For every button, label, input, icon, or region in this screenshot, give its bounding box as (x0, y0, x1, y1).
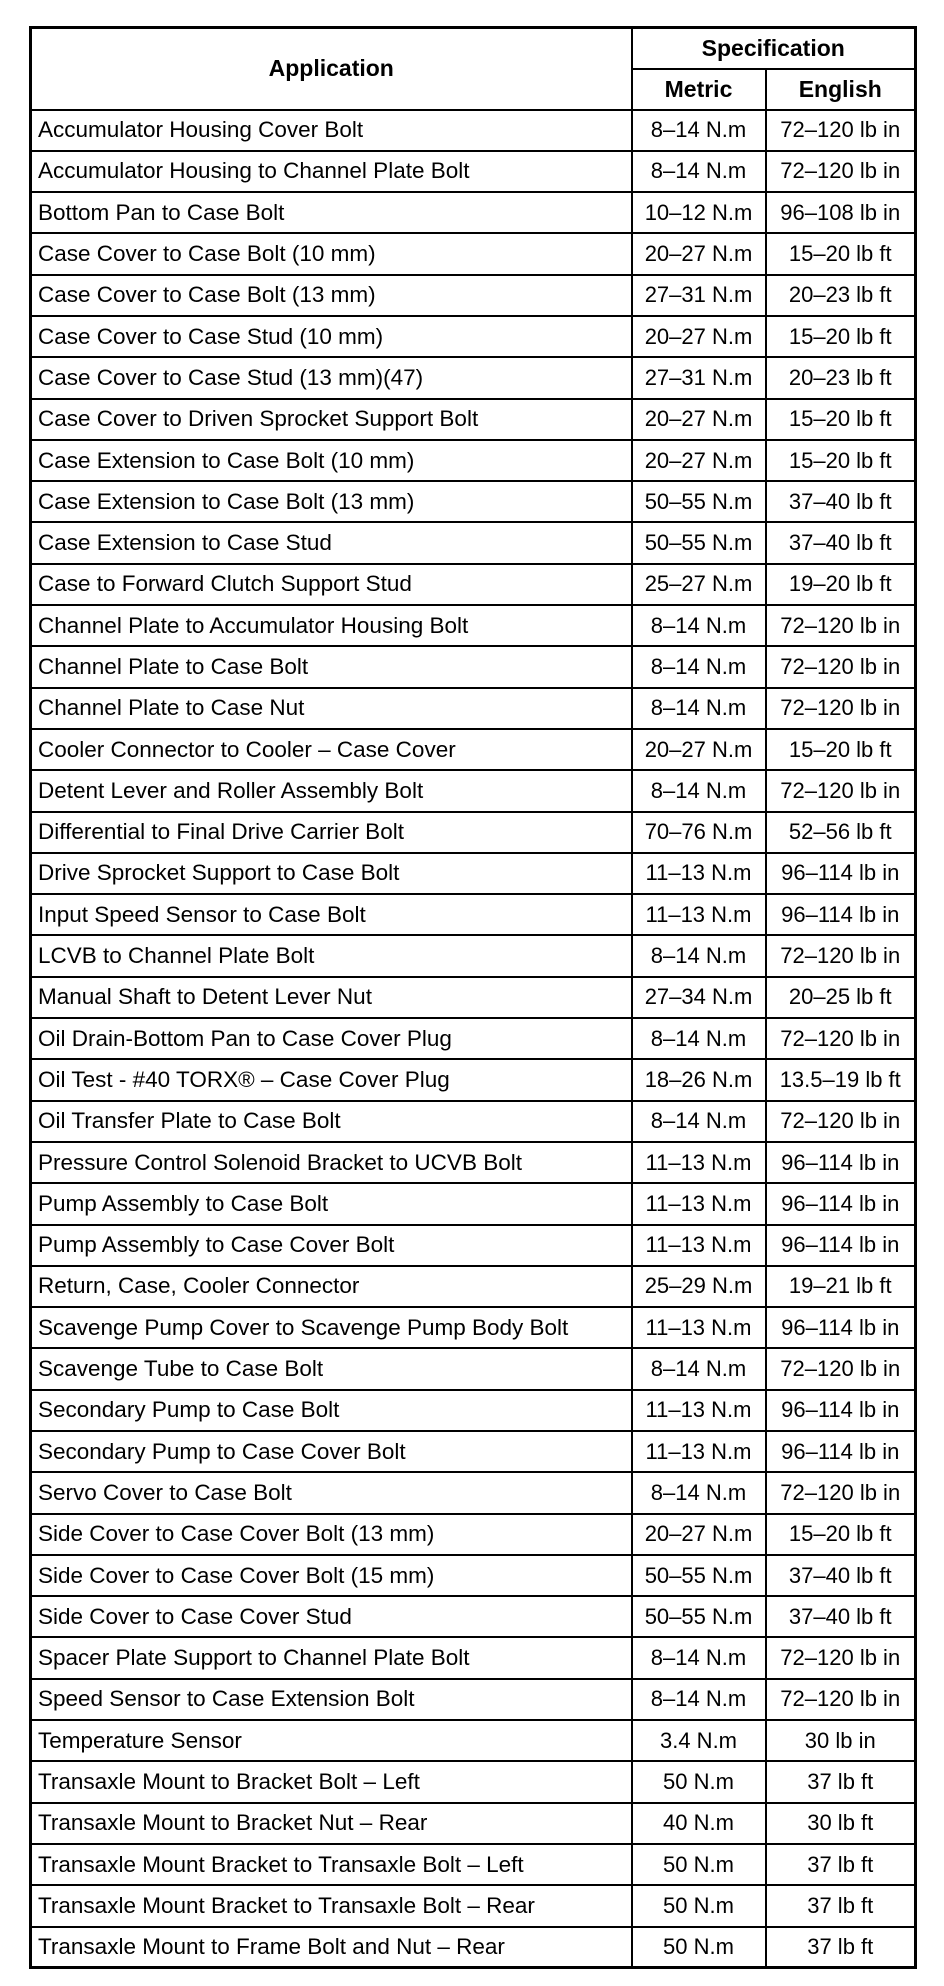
table-header (31, 28, 916, 110)
table-row (31, 1803, 916, 1844)
specification-column-header: Specification (632, 28, 916, 69)
english-value-cell: 96–114 lb in (766, 1183, 916, 1224)
application-cell: Pump Assembly to Case Bolt (31, 1183, 632, 1224)
english-value-cell: 20–23 lb ft (766, 275, 916, 316)
table-row (31, 564, 916, 605)
metric-value-cell: 8–14 N.m (632, 1101, 766, 1142)
metric-value-cell: 8–14 N.m (632, 1018, 766, 1059)
english-value-cell: 30 lb ft (766, 1803, 916, 1844)
english-value-cell: 19–20 lb ft (766, 564, 916, 605)
application-cell: Case Cover to Driven Sprocket Support Bolt (31, 399, 632, 440)
application-cell: Oil Drain-Bottom Pan to Case Cover Plug (31, 1018, 632, 1059)
table-row (31, 151, 916, 192)
metric-value-cell: 8–14 N.m (632, 688, 766, 729)
table-row (31, 1101, 916, 1142)
metric-value-cell: 11–13 N.m (632, 1225, 766, 1266)
english-value-cell: 72–120 lb in (766, 1472, 916, 1513)
metric-value-cell: 25–29 N.m (632, 1266, 766, 1307)
english-value-cell: 20–23 lb ft (766, 357, 916, 398)
english-value-cell: 37–40 lb ft (766, 522, 916, 563)
table-row (31, 192, 916, 233)
metric-value-cell: 3.4 N.m (632, 1720, 766, 1761)
english-value-cell: 96–114 lb in (766, 853, 916, 894)
application-cell: Side Cover to Case Cover Bolt (15 mm) (31, 1555, 632, 1596)
metric-column-header: Metric (632, 69, 766, 110)
table-row (31, 1431, 916, 1472)
english-value-cell: 37 lb ft (766, 1761, 916, 1802)
metric-value-cell: 11–13 N.m (632, 853, 766, 894)
application-cell: Oil Test - #40 TORX® – Case Cover Plug (31, 1059, 632, 1100)
english-value-cell: 72–120 lb in (766, 151, 916, 192)
application-cell: Bottom Pan to Case Bolt (31, 192, 632, 233)
table-row (31, 1472, 916, 1513)
english-value-cell: 30 lb in (766, 1720, 916, 1761)
application-cell: Case Cover to Case Stud (10 mm) (31, 316, 632, 357)
english-value-cell: 72–120 lb in (766, 1637, 916, 1678)
english-value-cell: 72–120 lb in (766, 110, 916, 151)
english-value-cell: 96–114 lb in (766, 1142, 916, 1183)
application-cell: Case Extension to Case Stud (31, 522, 632, 563)
application-column-header: Application (31, 28, 632, 110)
table-row (31, 1844, 916, 1885)
metric-value-cell: 27–34 N.m (632, 977, 766, 1018)
metric-value-cell: 25–27 N.m (632, 564, 766, 605)
fastener-torque-spec-table (29, 26, 917, 1969)
application-cell: Transaxle Mount to Frame Bolt and Nut – Rear (31, 1927, 632, 1968)
table-row (31, 1596, 916, 1637)
table-row (31, 894, 916, 935)
english-value-cell: 52–56 lb ft (766, 812, 916, 853)
metric-value-cell: 27–31 N.m (632, 357, 766, 398)
metric-value-cell: 50 N.m (632, 1761, 766, 1802)
table-row (31, 440, 916, 481)
table-row (31, 522, 916, 563)
english-value-cell: 37 lb ft (766, 1927, 916, 1968)
english-value-cell: 37–40 lb ft (766, 481, 916, 522)
table-row (31, 1927, 916, 1968)
metric-value-cell: 8–14 N.m (632, 935, 766, 976)
application-cell: Accumulator Housing to Channel Plate Bolt (31, 151, 632, 192)
english-value-cell: 15–20 lb ft (766, 1514, 916, 1555)
table-row (31, 1266, 916, 1307)
application-cell: Return, Case, Cooler Connector (31, 1266, 632, 1307)
english-value-cell: 20–25 lb ft (766, 977, 916, 1018)
english-value-cell: 72–120 lb in (766, 1348, 916, 1389)
application-cell: Transaxle Mount to Bracket Nut – Rear (31, 1803, 632, 1844)
table-row (31, 1555, 916, 1596)
english-value-cell: 15–20 lb ft (766, 729, 916, 770)
metric-value-cell: 8–14 N.m (632, 151, 766, 192)
english-value-cell: 72–120 lb in (766, 935, 916, 976)
table-row (31, 1679, 916, 1720)
table-row (31, 688, 916, 729)
english-value-cell: 37 lb ft (766, 1844, 916, 1885)
english-value-cell: 13.5–19 lb ft (766, 1059, 916, 1100)
application-cell: Temperature Sensor (31, 1720, 632, 1761)
table-row (31, 1225, 916, 1266)
english-value-cell: 72–120 lb in (766, 770, 916, 811)
metric-value-cell: 50 N.m (632, 1844, 766, 1885)
table-row (31, 316, 916, 357)
application-cell: Oil Transfer Plate to Case Bolt (31, 1101, 632, 1142)
metric-value-cell: 50–55 N.m (632, 1596, 766, 1637)
application-cell: Secondary Pump to Case Cover Bolt (31, 1431, 632, 1472)
metric-value-cell: 50–55 N.m (632, 481, 766, 522)
metric-value-cell: 18–26 N.m (632, 1059, 766, 1100)
english-value-cell: 15–20 lb ft (766, 233, 916, 274)
metric-value-cell: 8–14 N.m (632, 1637, 766, 1678)
metric-value-cell: 20–27 N.m (632, 316, 766, 357)
table-row (31, 233, 916, 274)
table-row (31, 977, 916, 1018)
table-row (31, 1885, 916, 1926)
metric-value-cell: 20–27 N.m (632, 440, 766, 481)
application-cell: Accumulator Housing Cover Bolt (31, 110, 632, 151)
application-cell: Transaxle Mount Bracket to Transaxle Bolt – Rear (31, 1885, 632, 1926)
english-value-cell: 15–20 lb ft (766, 440, 916, 481)
metric-value-cell: 8–14 N.m (632, 1348, 766, 1389)
english-column-header: English (766, 69, 916, 110)
table-row (31, 812, 916, 853)
english-value-cell: 96–114 lb in (766, 1431, 916, 1472)
application-cell: Spacer Plate Support to Channel Plate Bolt (31, 1637, 632, 1678)
table-row (31, 1142, 916, 1183)
spec-table-wrapper (29, 26, 914, 1969)
application-cell: Drive Sprocket Support to Case Bolt (31, 853, 632, 894)
application-cell: Case Extension to Case Bolt (13 mm) (31, 481, 632, 522)
table-row (31, 935, 916, 976)
application-cell: Pressure Control Solenoid Bracket to UCVB Bolt (31, 1142, 632, 1183)
english-value-cell: 96–114 lb in (766, 1225, 916, 1266)
table-row (31, 605, 916, 646)
metric-value-cell: 20–27 N.m (632, 729, 766, 770)
application-cell: Transaxle Mount to Bracket Bolt – Left (31, 1761, 632, 1802)
table-body (31, 110, 916, 1968)
english-value-cell: 96–114 lb in (766, 1390, 916, 1431)
table-row (31, 1637, 916, 1678)
table-row (31, 1761, 916, 1802)
application-cell: Channel Plate to Accumulator Housing Bolt (31, 605, 632, 646)
application-cell: Case to Forward Clutch Support Stud (31, 564, 632, 605)
application-cell: Cooler Connector to Cooler – Case Cover (31, 729, 632, 770)
metric-value-cell: 20–27 N.m (632, 233, 766, 274)
english-value-cell: 15–20 lb ft (766, 399, 916, 440)
table-row (31, 729, 916, 770)
metric-value-cell: 50–55 N.m (632, 1555, 766, 1596)
table-row (31, 1183, 916, 1224)
application-cell: Scavenge Tube to Case Bolt (31, 1348, 632, 1389)
table-row (31, 275, 916, 316)
application-cell: Manual Shaft to Detent Lever Nut (31, 977, 632, 1018)
english-value-cell: 37–40 lb ft (766, 1596, 916, 1637)
metric-value-cell: 70–76 N.m (632, 812, 766, 853)
application-cell: Speed Sensor to Case Extension Bolt (31, 1679, 632, 1720)
application-cell: Transaxle Mount Bracket to Transaxle Bolt – Left (31, 1844, 632, 1885)
application-cell: Servo Cover to Case Bolt (31, 1472, 632, 1513)
english-value-cell: 96–108 lb in (766, 192, 916, 233)
application-cell: Side Cover to Case Cover Bolt (13 mm) (31, 1514, 632, 1555)
table-row (31, 1720, 916, 1761)
table-row (31, 770, 916, 811)
metric-value-cell: 11–13 N.m (632, 1142, 766, 1183)
metric-value-cell: 11–13 N.m (632, 894, 766, 935)
english-value-cell: 15–20 lb ft (766, 316, 916, 357)
application-cell: Input Speed Sensor to Case Bolt (31, 894, 632, 935)
metric-value-cell: 8–14 N.m (632, 1679, 766, 1720)
metric-value-cell: 8–14 N.m (632, 110, 766, 151)
application-cell: Case Cover to Case Bolt (13 mm) (31, 275, 632, 316)
application-cell: Case Cover to Case Bolt (10 mm) (31, 233, 632, 274)
metric-value-cell: 11–13 N.m (632, 1431, 766, 1472)
english-value-cell: 72–120 lb in (766, 688, 916, 729)
table-row (31, 853, 916, 894)
application-cell: Case Extension to Case Bolt (10 mm) (31, 440, 632, 481)
metric-value-cell: 8–14 N.m (632, 1472, 766, 1513)
application-cell: Secondary Pump to Case Bolt (31, 1390, 632, 1431)
english-value-cell: 19–21 lb ft (766, 1266, 916, 1307)
application-cell: Channel Plate to Case Bolt (31, 646, 632, 687)
english-value-cell: 72–120 lb in (766, 605, 916, 646)
table-row (31, 1307, 916, 1348)
metric-value-cell: 10–12 N.m (632, 192, 766, 233)
table-row (31, 399, 916, 440)
application-cell: Pump Assembly to Case Cover Bolt (31, 1225, 632, 1266)
metric-value-cell: 27–31 N.m (632, 275, 766, 316)
metric-value-cell: 8–14 N.m (632, 605, 766, 646)
metric-value-cell: 8–14 N.m (632, 770, 766, 811)
table-row (31, 110, 916, 151)
table-row (31, 1390, 916, 1431)
english-value-cell: 72–120 lb in (766, 1101, 916, 1142)
table-row (31, 1514, 916, 1555)
application-cell: Differential to Final Drive Carrier Bolt (31, 812, 632, 853)
metric-value-cell: 11–13 N.m (632, 1307, 766, 1348)
english-value-cell: 72–120 lb in (766, 1018, 916, 1059)
metric-value-cell: 50 N.m (632, 1927, 766, 1968)
table-row (31, 646, 916, 687)
table-row (31, 1059, 916, 1100)
application-cell: Case Cover to Case Stud (13 mm)(47) (31, 357, 632, 398)
english-value-cell: 37–40 lb ft (766, 1555, 916, 1596)
application-cell: LCVB to Channel Plate Bolt (31, 935, 632, 976)
metric-value-cell: 20–27 N.m (632, 1514, 766, 1555)
english-value-cell: 96–114 lb in (766, 894, 916, 935)
metric-value-cell: 8–14 N.m (632, 646, 766, 687)
metric-value-cell: 11–13 N.m (632, 1390, 766, 1431)
application-cell: Side Cover to Case Cover Stud (31, 1596, 632, 1637)
application-cell: Scavenge Pump Cover to Scavenge Pump Body Bolt (31, 1307, 632, 1348)
application-cell: Channel Plate to Case Nut (31, 688, 632, 729)
application-cell: Detent Lever and Roller Assembly Bolt (31, 770, 632, 811)
table-row (31, 1018, 916, 1059)
metric-value-cell: 50 N.m (632, 1885, 766, 1926)
metric-value-cell: 50–55 N.m (632, 522, 766, 563)
table-row (31, 481, 916, 522)
metric-value-cell: 11–13 N.m (632, 1183, 766, 1224)
metric-value-cell: 20–27 N.m (632, 399, 766, 440)
table-row (31, 357, 916, 398)
english-value-cell: 96–114 lb in (766, 1307, 916, 1348)
metric-value-cell: 40 N.m (632, 1803, 766, 1844)
table-row (31, 1348, 916, 1389)
english-value-cell: 72–120 lb in (766, 646, 916, 687)
english-value-cell: 37 lb ft (766, 1885, 916, 1926)
english-value-cell: 72–120 lb in (766, 1679, 916, 1720)
